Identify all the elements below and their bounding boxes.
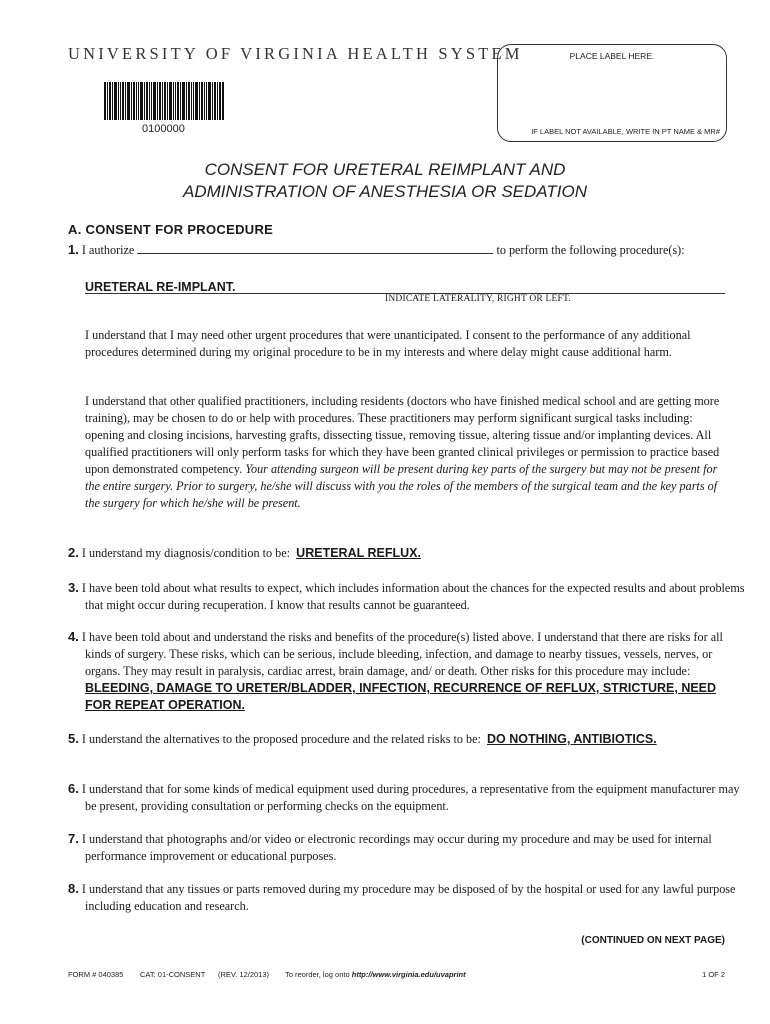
item-4 [68, 628, 745, 714]
patient-label-box [497, 44, 727, 142]
perform-text: to perform the following procedure(s): [496, 243, 685, 257]
form-number: FORM # 040385 [68, 970, 124, 979]
tissue-disposal-text: I understand that any tissues or parts removed during my procedure may be disposed of by the hospital or used for any lawful purpose including education and research. [81, 882, 736, 913]
practitioner-blank-field[interactable] [137, 241, 493, 254]
section-heading: A. CONSENT FOR PROCEDURE [68, 222, 274, 237]
attending-surgeon-note: Your attending surgeon will be present during key parts of the surgery but may not be present for the entire surgery. Prior to surgery, he/she will discuss with you the roles of the members of the surgical team and the key parts of the surgery for which he/she will be present. [85, 462, 718, 510]
authorize-text: I authorize [81, 243, 135, 257]
item-number: 5. [68, 731, 79, 746]
page-number: 1 OF 2 [702, 970, 725, 979]
form-title-line-2: ADMINISTRATION OF ANESTHESIA OR SEDATION [183, 182, 587, 201]
item-8 [68, 880, 745, 915]
label-box-fallback-instruction: IF LABEL NOT AVAILABLE, WRITE IN PT NAME & MR# [531, 127, 720, 136]
item-number: 7. [68, 831, 79, 846]
form-title-line-1: CONSENT FOR URETERAL REIMPLANT AND [204, 160, 566, 179]
barcode [104, 82, 224, 120]
results-text: I have been told about what results to expect, which includes information about the chances for the expected results and about problems that might occur during recuperation. I know that results cannot be guaranteed. [81, 581, 745, 612]
alternatives-value: DO NOTHING, ANTIBIOTICS. [487, 732, 657, 746]
diagnosis-value: URETERAL REFLUX. [296, 546, 421, 560]
continued-notice: (CONTINUED ON NEXT PAGE) [581, 935, 725, 946]
diagnosis-text: I understand my diagnosis/condition to be: [81, 546, 291, 560]
item-number: 6. [68, 781, 79, 796]
item-number: 8. [68, 881, 79, 896]
risks-value: BLEEDING, DAMAGE TO URETER/BLADDER, INFECTION, RECURRENCE OF REFLUX, STRICTURE, NEED FOR REPEAT OPERATION. [85, 681, 717, 712]
item-7 [68, 830, 745, 865]
item-2 [68, 544, 745, 562]
item-5 [68, 730, 745, 748]
item-1 [68, 241, 728, 259]
urgent-procedures-paragraph: I understand that I may need other urgent procedures that were unanticipated. I consent to the performance of any additional procedures determined during my original procedure to be in my interests and where delay might cause additional harm. [85, 328, 691, 359]
form-revision: (REV. 12/2013) [218, 970, 270, 979]
item-number: 3. [68, 580, 79, 595]
reorder-link[interactable]: http://www.virginia.edu/uvaprint [351, 970, 466, 979]
risks-text: I have been told about and understand the risks and benefits of the procedure(s) listed above. I understand that there are risks for all kinds of surgery. These risks, which can be serious, include bleeding, infection, and damage to nearby tissues, vessels, nerves, or organs. They may result in paralysis, cardiac arrest, brain damage, and/ or death. Other risks for this procedure may include: [81, 630, 723, 678]
form-category: CAT: 01-CONSENT [140, 970, 206, 979]
practitioners-text: I understand that other qualified practitioners, including residents (doctors who have finished medical school and are getting more training), may be chosen to do or help with procedures. These practitioners may perform significant surgical tasks including: opening and closing incisions, harvesting grafts, dissecting tissue, removing tissue, altering tissue and/or implanting devices. All qualified practitioners will only perform tasks for which they have been granted clinical privileges or permission to practice based upon demonstrated competency. [85, 394, 720, 476]
item-number: 1. [68, 242, 79, 257]
reorder-text: To reorder, log onto [285, 970, 350, 979]
item-3 [68, 579, 745, 614]
recordings-text: I understand that photographs and/or video or electronic recordings may occur during my procedure and may be used for internal performance improvement or educational purposes. [81, 832, 712, 863]
organization-name: UNIVERSITY OF VIRGINIA HEALTH SYSTEM [68, 44, 523, 63]
barcode-number: 0100000 [142, 123, 185, 135]
item-number: 2. [68, 545, 79, 560]
alternatives-text: I understand the alternatives to the proposed procedure and the related risks to be: [81, 732, 481, 746]
item-number: 4. [68, 629, 79, 644]
procedure-value: URETERAL RE-IMPLANT. [85, 280, 236, 294]
equipment-text: I understand that for some kinds of medical equipment used during procedures, a representative from the equipment manufacturer may be present, providing consultation or performing checks on the equipment. [81, 782, 740, 813]
procedure-field[interactable] [85, 277, 725, 294]
label-box-instruction: PLACE LABEL HERE. [569, 51, 655, 61]
laterality-note: INDICATE LATERALITY, RIGHT OR LEFT. [385, 294, 571, 304]
practitioners-paragraph [85, 393, 725, 512]
reorder-note [285, 970, 466, 979]
item-6 [68, 780, 745, 815]
